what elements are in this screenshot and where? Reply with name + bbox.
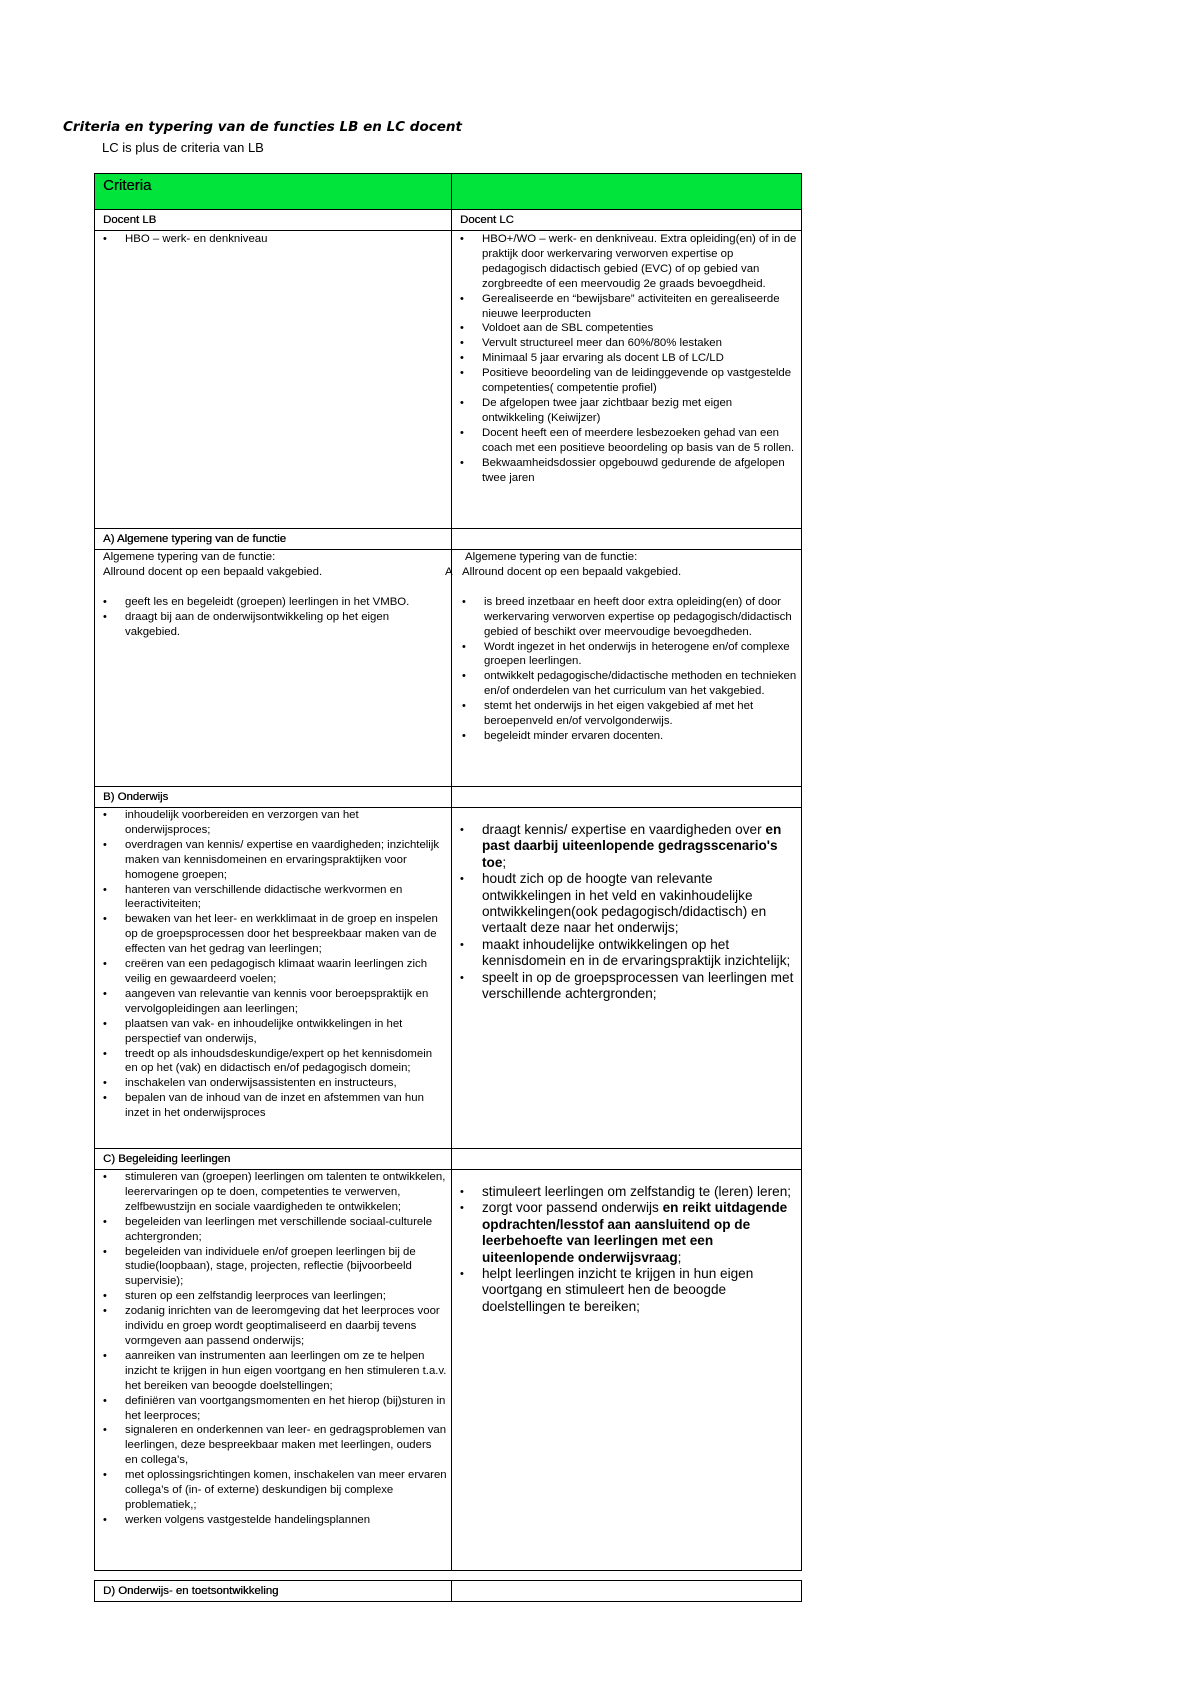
section-a-lc-intro-1: Algemene typering van de functie: [465, 551, 638, 563]
list-item: • geeft les en begeleidt (groepen) leerlingen in het VMBO. [103, 595, 447, 610]
list-item: • Bekwaamheidsdossier opgebouwd gedurende de afgelopen twee jaren [460, 456, 797, 486]
section-a-lc-list [462, 595, 801, 744]
criteria-header-row [95, 174, 802, 210]
list-item: • Gerealiseerde en “bewijsbare” activiteiten en gerealiseerde nieuwe leerproducten [460, 292, 797, 322]
section-a-heading-cell [95, 529, 452, 550]
section-b-heading: B) Onderwijs [103, 791, 169, 803]
section-b-heading-cell [95, 787, 452, 808]
list-item: • stemt het onderwijs in het eigen vakgebied af met het beroepenveld en/of vervolgonderwijs. [462, 699, 797, 729]
section-a-lb-cell [95, 550, 452, 787]
section-b-lc-cell [452, 808, 802, 1149]
spacer [103, 580, 451, 595]
section-a-heading-empty-cell [452, 529, 802, 550]
lc-item-text: draagt kennis/ expertise en vaardigheden over [482, 822, 762, 837]
list-item: • maakt inhoudelijke ontwikkelingen op het kennisdomein en in de ervaringspraktijk inzichtelijk; [460, 937, 797, 970]
lc-item-end: ; [677, 1249, 682, 1265]
section-a-row [95, 550, 802, 787]
section-a-lc-cell [452, 550, 802, 787]
list-item: • begeleidt minder ervaren docenten. [462, 729, 797, 744]
section-c-lc-list [460, 1184, 801, 1315]
criteria-label: Criteria [103, 177, 152, 194]
list-item [460, 1200, 797, 1266]
list-item: • ontwikkelt pedagogische/didactische methoden en technieken en/of onderdelen van het curriculum van het vakgebied. [462, 669, 797, 699]
list-item: • inschakelen van onderwijsassistenten en instructeurs, [103, 1076, 447, 1091]
list-item: • HBO – werk- en denkniveau [103, 232, 447, 247]
criteria-lb-cell [95, 231, 452, 529]
section-a-lc-intro-2: Allround docent op een bepaald vakgebied. [462, 565, 682, 578]
section-b-header-row [95, 787, 802, 808]
list-item: • bepalen van de inhoud van de inzet en afstemmen van hun inzet in het onderwijsproces [103, 1091, 447, 1121]
section-b-heading-empty-cell [452, 787, 802, 808]
lc-item-text: zorgt voor passend onderwijs [482, 1200, 659, 1216]
list-item: • bewaken van het leer- en werkklimaat in de groep en inspelen op de groepsprocessen door het bespreekbaar maken van de effecten van het gedrag van leerlingen; [103, 912, 447, 957]
section-b-lb-list [103, 808, 451, 1121]
list-item: • Docent heeft een of meerdere lesbezoeken gehad van een coach met een positieve beoordeling op basis van de 5 rollen. [460, 426, 797, 456]
list-item [460, 822, 797, 871]
list-item: • Voldoet aan de SBL competenties [460, 321, 797, 336]
section-a-heading: A) Algemene typering van de functie [103, 533, 286, 545]
list-item: • stimuleren van (groepen) leerlingen om talenten te ontwikkelen, leerervaringen op te doen, competenties te verwerven, zelfbewustzijn en sociale vaardigheden te ontwikkelen; [103, 1170, 447, 1215]
stray-character: A [445, 566, 453, 578]
list-item: • begeleiden van individuele en/of groepen leerlingen bij de studie(loopbaan), stage, projecten, reflectie (bijvoorbeeld supervisie); [103, 1245, 447, 1290]
list-item: • met oplossingsrichtingen komen, inschakelen van meer ervaren collega’s of (in- of externe) deskundigen bij complexe problematiek,; [103, 1468, 447, 1513]
section-d-header-row [95, 1581, 802, 1602]
criteria-lc-cell [452, 231, 802, 529]
list-item: • draagt bij aan de onderwijsontwikkeling op het eigen vakgebied. [103, 610, 447, 640]
section-c-heading: C) Begeleiding leerlingen [103, 1153, 231, 1165]
list-item: • aangeven van relevantie van kennis voor beroepspraktijk en vervolgopleidingen aan leerlingen; [103, 987, 447, 1017]
list-item: • Minimaal 5 jaar ervaring als docent LB of LC/LD [460, 351, 797, 366]
spacer [462, 580, 801, 595]
list-item: • Positieve beoordeling van de leidinggevende op vastgestelde competenties( competentie profiel) [460, 366, 797, 396]
section-c-lc-cell [452, 1170, 802, 1571]
list-item: • definiëren van voortgangsmomenten en het hierop (bij)sturen in het leerproces; [103, 1394, 447, 1424]
list-item: • treedt op als inhoudsdeskundige/expert op het kennisdomein en op het (vak) en didactisch en/of pedagogisch domein; [103, 1047, 447, 1077]
lc-item-end: ; [502, 854, 507, 870]
list-item: • HBO+/WO – werk- en denkniveau. Extra opleiding(en) of in de praktijk door werkervaring verworven expertise op pedagogisch didactisch gebied (EVC) of op gebied van zorgbreedte of een meervoudig 2e graads bevoegdheid. [460, 232, 797, 292]
list-item: • hanteren van verschillende didactische werkvormen en leeractiviteiten; [103, 883, 447, 913]
section-a-header-row [95, 529, 802, 550]
list-item: • Wordt ingezet in het onderwijs in heterogene en/of complexe groepen leerlingen. [462, 640, 797, 670]
list-item: • houdt zich op de hoogte van relevante ontwikkelingen in het veld en vakinhoudelijke ontwikkelingen(ook pedagogisch/didactisch) en vertaalt deze naar het onderwijs; [460, 871, 797, 937]
section-d-table [94, 1580, 802, 1602]
section-c-heading-empty-cell [452, 1149, 802, 1170]
list-item: • De afgelopen twee jaar zichtbaar bezig met eigen ontwikkeling (Keiwijzer) [460, 396, 797, 426]
list-item: • plaatsen van vak- en inhoudelijke ontwikkelingen in het perspectief van onderwijs, [103, 1017, 447, 1047]
list-item: • werken volgens vastgestelde handelingsplannen [103, 1513, 447, 1528]
list-item: • inhoudelijk voorbereiden en verzorgen van het onderwijsproces; [103, 808, 447, 838]
section-c-heading-cell [95, 1149, 452, 1170]
document-title: Criteria en typering van de functies LB en LC docent [63, 119, 462, 135]
criteria-lc-list [460, 232, 801, 485]
section-b-row [95, 808, 802, 1149]
criteria-table [94, 173, 802, 1571]
list-item: • sturen op een zelfstandig leerproces van leerlingen; [103, 1289, 447, 1304]
criteria-header-cell [95, 174, 452, 210]
section-d-heading: D) Onderwijs- en toetsontwikkeling [103, 1585, 279, 1597]
criteria-lb-list [103, 232, 451, 247]
docent-lc-header [452, 210, 802, 231]
criteria-header-empty-cell [452, 174, 802, 210]
list-item: • speelt in op de groepsprocessen van leerlingen met verschillende achtergronden; [460, 970, 797, 1003]
list-item: • zodanig inrichten van de leeromgeving dat het leerproces voor individu en groep wordt geoptimaliseerd en daarbij tevens vormgeven aan passend onderwijs; [103, 1304, 447, 1349]
section-c-row [95, 1170, 802, 1571]
lc-item-bold-text: en reikt uitdagende opdrachten/lesstof aan aansluitend op de leerbehoefte van leerlingen met een uiteenlopende onderwijsvraag [482, 1200, 788, 1265]
list-item: • stimuleert leerlingen om zelfstandig te (leren) leren; [460, 1184, 797, 1200]
list-item: • signaleren en onderkennen van leer- en gedragsproblemen van leerlingen, deze bespreekbaar maken met leerlingen, ouders en collega’s, [103, 1423, 447, 1468]
section-a-lb-list [103, 595, 451, 640]
list-item: • aanreiken van instrumenten aan leerlingen om ze te helpen inzicht te krijgen in hun eigen voortgang en hen stimuleren t.a.v. het bereiken van beoogde doelstellingen; [103, 1349, 447, 1394]
docent-lc-label: Docent LC [460, 214, 514, 226]
list-item: • Vervult structureel meer dan 60%/80% lestaken [460, 336, 797, 351]
list-item: • is breed inzetbaar en heeft door extra opleiding(en) of door werkervaring verworven expertise op pedagogisch/didactisch gebied of beschikt over meervoudige bevoegdheden. [462, 595, 797, 640]
section-b-lb-cell [95, 808, 452, 1149]
list-item: • begeleiden van leerlingen met verschillende sociaal-culturele achtergronden; [103, 1215, 447, 1245]
list-item: • overdragen van kennis/ expertise en vaardigheden; inzichtelijk maken van kennisdomeinen en ervaringspraktijken voor homogene groepen; [103, 838, 447, 883]
section-a-lb-intro-1: Algemene typering van de functie: [103, 551, 276, 563]
criteria-row [95, 231, 802, 529]
column-header-row [95, 210, 802, 231]
section-c-lb-cell [95, 1170, 452, 1571]
section-c-header-row [95, 1149, 802, 1170]
section-a-lb-intro-2: Allround docent op een bepaald vakgebied. [103, 565, 323, 578]
list-item: • helpt leerlingen inzicht te krijgen in hun eigen voortgang en stimuleert hen de beoogde doelstellingen te bereiken; [460, 1266, 797, 1315]
lc-item-bold-text: en past daarbij uiteenlopende gedragsscenario's toe [482, 822, 782, 870]
list-item: • creëren van een pedagogisch klimaat waarin leerlingen zich veilig en gewaardeerd voelen; [103, 957, 447, 987]
docent-lb-header [95, 210, 452, 231]
section-c-lb-list [103, 1170, 451, 1528]
section-d-heading-cell [95, 1581, 452, 1602]
section-b-lc-list [460, 822, 801, 1002]
document-subtitle: LC is plus de criteria van LB [102, 140, 264, 155]
docent-lb-label: Docent LB [103, 214, 157, 226]
section-d-heading-empty-cell [452, 1581, 802, 1602]
